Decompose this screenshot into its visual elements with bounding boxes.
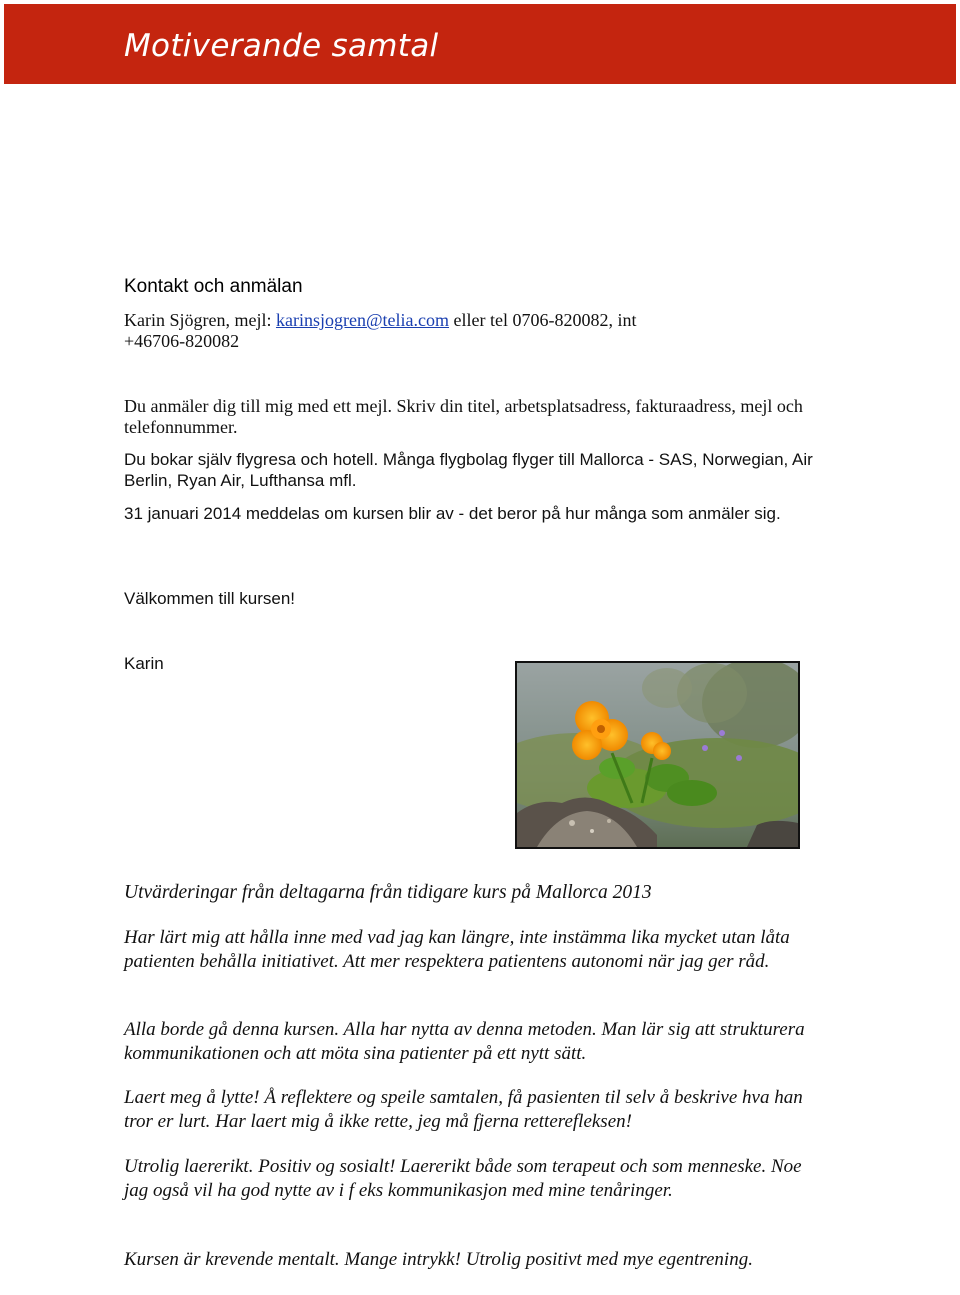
evaluations-heading: Utvärderingar från deltagarna från tidigare kurs på Mallorca 2013 xyxy=(124,882,652,903)
contact-heading: Kontakt och anmälan xyxy=(124,276,303,297)
deadline-paragraph: 31 januari 2014 meddelas om kursen blir av - det beror på hur många som anmäler sig. xyxy=(124,504,781,523)
evaluation-quote-3: Laert meg å lytte! Å reflektere og speile samtalen, få pasienten til selv å beskrive hva han tror er lurt. Har laert mig å ikke rette, jeg må fjerna retterefleksen! xyxy=(124,1087,803,1132)
evaluation-quote-5: Kursen är krevende mentalt. Mange intrykk! Utrolig positivt med mye egentrening. xyxy=(124,1249,753,1270)
page-title: Motiverande samtal xyxy=(124,28,439,64)
contact-line xyxy=(124,310,824,352)
contact-phone: eller tel 0706-820082, int xyxy=(449,310,637,330)
travel-paragraph: Du bokar själv flygresa och hotell. Många flygbolag flyger till Mallorca - SAS, Norwegian, Air Berlin, Ryan Air, Lufthansa mfl. xyxy=(124,450,813,490)
signature: Karin xyxy=(124,654,164,673)
contact-phone-intl: +46706-820082 xyxy=(124,331,240,351)
flower-photo xyxy=(515,661,800,849)
contact-name: Karin Sjögren, mejl: xyxy=(124,310,276,330)
register-paragraph: Du anmäler dig till mig med ett mejl. Skriv din titel, arbetsplatsadress, fakturaadress, mejl och telefonnummer. xyxy=(124,396,803,437)
header-bar xyxy=(4,4,956,84)
welcome-text: Välkommen till kursen! xyxy=(124,589,296,608)
evaluation-quote-1: Har lärt mig att hålla inne med vad jag kan längre, inte instämma lika mycket utan låta patienten behålla initiativet. Att mer respektera patientens autonomi när jag ger råd. xyxy=(124,927,790,972)
evaluation-quote-2: Alla borde gå denna kursen. Alla har nytta av denna metoden. Man lär sig att strukturera kommunikationen och att möta sina patienter på ett nytt sätt. xyxy=(124,1019,805,1064)
evaluation-quote-4: Utrolig laererikt. Positiv og sosialt! Laererikt både som terapeut och som menneske. Noe jag også vil ha god nytte av i f eks kommunikasjon med mine tenåringer. xyxy=(124,1156,802,1201)
email-link[interactable]: karinsjogren@telia.com xyxy=(275,310,450,330)
